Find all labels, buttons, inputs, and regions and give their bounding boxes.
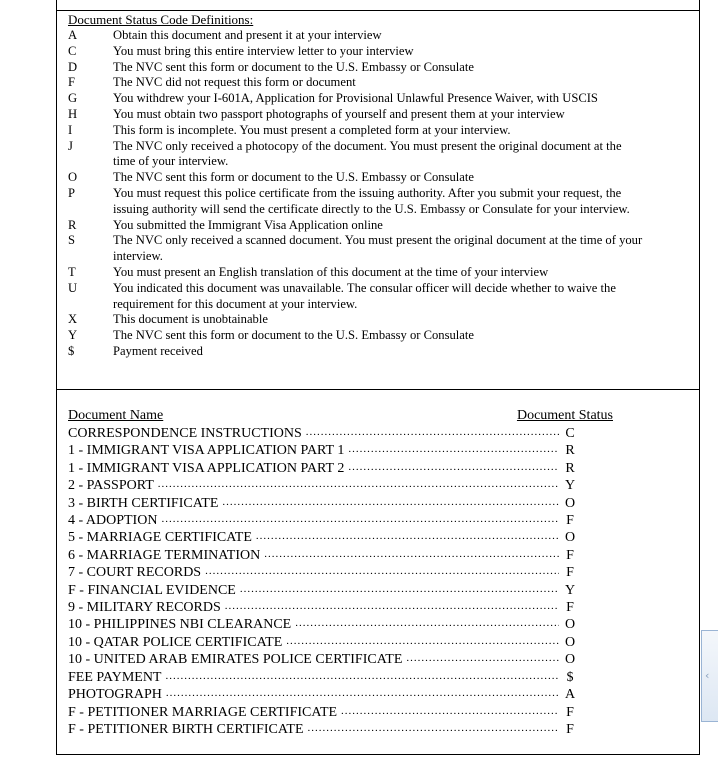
dot-leader: [286, 637, 559, 647]
document-row: [68, 651, 578, 668]
document-row: [68, 616, 578, 633]
document-row: [68, 704, 578, 721]
document-row: [68, 599, 578, 616]
document-row: [68, 460, 578, 477]
definition-text: You must bring this entire interview letter to your interview: [113, 43, 414, 58]
definition-text: You withdrew your I-601A, Application for Provisional Unlawful Presence Waiver, with USCIS: [113, 91, 598, 106]
document-name: FEE PAYMENT: [68, 669, 162, 685]
definition-code: J: [68, 138, 73, 153]
document-status: F: [566, 565, 574, 581]
document-status: Y: [564, 478, 576, 494]
document-name: 4 - ADOPTION: [68, 513, 158, 529]
definitions-title: Document Status Code Definitions:: [68, 12, 254, 27]
document-name: CORRESPONDENCE INSTRUCTIONS: [68, 426, 302, 441]
dot-leader: [158, 481, 559, 491]
document-name: F - FINANCIAL EVIDENCE: [68, 582, 236, 598]
document-row: [68, 721, 578, 738]
dot-leader: [205, 568, 559, 578]
definition-text: This document is unobtainable: [113, 312, 268, 327]
definition-row: [68, 265, 643, 281]
document-status: F: [566, 513, 574, 529]
document-status: F: [566, 721, 574, 737]
definition-row: [68, 281, 643, 313]
document-status: O: [564, 634, 576, 650]
definition-row: [68, 186, 643, 218]
document-row: [68, 686, 578, 703]
document-status: O: [564, 652, 576, 668]
definition-text: You must request this police certificate from the issuing authority. After you submit your request, the issuing authority will send the certificate directly to the U.S. Embassy or Consulate for your interview.: [113, 185, 630, 216]
document-row: [68, 495, 578, 512]
definition-code: G: [68, 91, 78, 106]
document-row: [68, 582, 578, 599]
document-row: [68, 529, 578, 546]
definition-code: D: [68, 59, 78, 74]
dot-leader: [240, 585, 559, 595]
definition-code: T: [68, 264, 76, 279]
document-name: 7 - COURT RECORDS: [68, 565, 202, 581]
document-name: 10 - PHILIPPINES NBI CLEARANCE: [68, 617, 292, 633]
definitions-list: [68, 28, 643, 360]
definition-row: [68, 344, 643, 360]
definition-code: R: [68, 217, 77, 232]
document-status: R: [565, 443, 575, 459]
definition-row: [68, 91, 643, 107]
definition-code: X: [68, 312, 78, 327]
definition-text: The NVC only received a photocopy of the document. You must present the original document at the time of your interview.: [113, 138, 622, 169]
document-name: PHOTOGRAPH: [68, 687, 162, 703]
definition-row: [68, 233, 643, 265]
document-row: [68, 425, 578, 442]
definition-row: [68, 139, 643, 171]
document-status: R: [565, 460, 575, 476]
document-status: C: [565, 426, 575, 441]
definition-text: You indicated this document was unavailable. The consular officer will decide whether to waive the requirement for this document at your interview.: [113, 280, 616, 311]
document-name: 10 - QATAR POLICE CERTIFICATE: [68, 634, 283, 650]
dot-leader: [341, 707, 559, 717]
side-panel-tab[interactable]: [701, 630, 718, 722]
definition-code: F: [68, 75, 76, 90]
document-name: 6 - MARRIAGE TERMINATION: [68, 547, 261, 563]
document-name: 9 - MILITARY RECORDS: [68, 600, 221, 616]
definition-code: P: [68, 185, 76, 200]
definition-text: The NVC only received a scanned document. You must present the original document at the time of your interview.: [113, 233, 643, 264]
document-status: $: [566, 669, 574, 685]
document-row: [68, 634, 578, 651]
definition-code: I: [68, 122, 73, 137]
definition-text: The NVC did not request this form or document: [113, 75, 356, 90]
dot-leader: [308, 724, 559, 734]
definition-row: [68, 28, 643, 44]
document-status: F: [566, 547, 574, 563]
dot-leader: [306, 428, 559, 438]
document-status: O: [564, 495, 576, 511]
document-row: [68, 512, 578, 529]
document-status: F: [566, 704, 574, 720]
document-status: A: [564, 687, 576, 703]
document-status: O: [564, 530, 576, 546]
document-status-header: Document Status: [516, 408, 613, 423]
dot-leader: [225, 602, 559, 612]
definition-text: The NVC sent this form or document to the U.S. Embassy or Consulate: [113, 170, 474, 185]
definition-text: This form is incomplete. You must present a completed form at your interview.: [113, 122, 511, 137]
dot-leader: [348, 463, 559, 473]
document-status: Y: [564, 582, 576, 598]
definition-row: [68, 60, 643, 76]
document-name: 2 - PASSPORT: [68, 478, 154, 494]
definition-text: The NVC sent this form or document to the U.S. Embassy or Consulate: [113, 328, 474, 343]
definition-code: U: [68, 280, 78, 295]
definition-text: Obtain this document and present it at your interview: [113, 28, 382, 42]
definition-row: [68, 107, 643, 123]
dot-leader: [256, 533, 559, 543]
chevron-left-icon: ‹: [705, 669, 710, 682]
dot-leader: [406, 655, 559, 665]
definition-code: S: [68, 233, 76, 248]
document-row: [68, 564, 578, 581]
definition-row: [68, 44, 643, 60]
document-status: O: [564, 617, 576, 633]
document-name: F - PETITIONER BIRTH CERTIFICATE: [68, 721, 304, 737]
document-row: [68, 669, 578, 686]
definition-text: You must present an English translation of this document at the time of your interview: [113, 264, 549, 279]
document-row: [68, 477, 578, 494]
document-name-header: Document Name: [68, 408, 164, 423]
definition-code: A: [68, 28, 78, 42]
document-name: F - PETITIONER MARRIAGE CERTIFICATE: [68, 704, 338, 720]
document-name: 10 - UNITED ARAB EMIRATES POLICE CERTIFICATE: [68, 652, 403, 668]
document-name: 5 - MARRIAGE CERTIFICATE: [68, 530, 252, 546]
page-border-top: [56, 0, 700, 10]
definition-row: [68, 328, 643, 344]
dot-leader: [166, 672, 560, 682]
dot-leader: [166, 690, 559, 700]
definition-row: [68, 75, 643, 91]
definition-row: [68, 312, 643, 328]
document-name: 3 - BIRTH CERTIFICATE: [68, 495, 219, 511]
definition-text: The NVC sent this form or document to the U.S. Embassy or Consulate: [113, 59, 474, 74]
definition-row: [68, 170, 643, 186]
definition-row: [68, 123, 643, 139]
definition-text: Payment received: [113, 343, 203, 358]
documents-list: [68, 425, 578, 738]
dot-leader: [161, 515, 559, 525]
definition-text: You must obtain two passport photographs of yourself and present them at your interview: [113, 106, 565, 121]
definition-code: C: [68, 43, 77, 58]
document-row: [68, 547, 578, 564]
documents-header: [68, 408, 613, 424]
document-name: 1 - IMMIGRANT VISA APPLICATION PART 1: [68, 443, 345, 459]
definition-row: [68, 218, 643, 234]
document-status: F: [566, 600, 574, 616]
definition-code: $: [68, 343, 75, 358]
dot-leader: [295, 620, 559, 630]
document-name: 1 - IMMIGRANT VISA APPLICATION PART 2: [68, 460, 345, 476]
dot-leader: [222, 498, 559, 508]
definition-code: Y: [68, 328, 78, 343]
definition-text: You submitted the Immigrant Visa Application online: [113, 217, 383, 232]
definition-code: O: [68, 170, 78, 185]
dot-leader: [264, 550, 559, 560]
document-row: [68, 442, 578, 459]
dot-leader: [348, 446, 559, 456]
definition-code: H: [68, 106, 78, 121]
